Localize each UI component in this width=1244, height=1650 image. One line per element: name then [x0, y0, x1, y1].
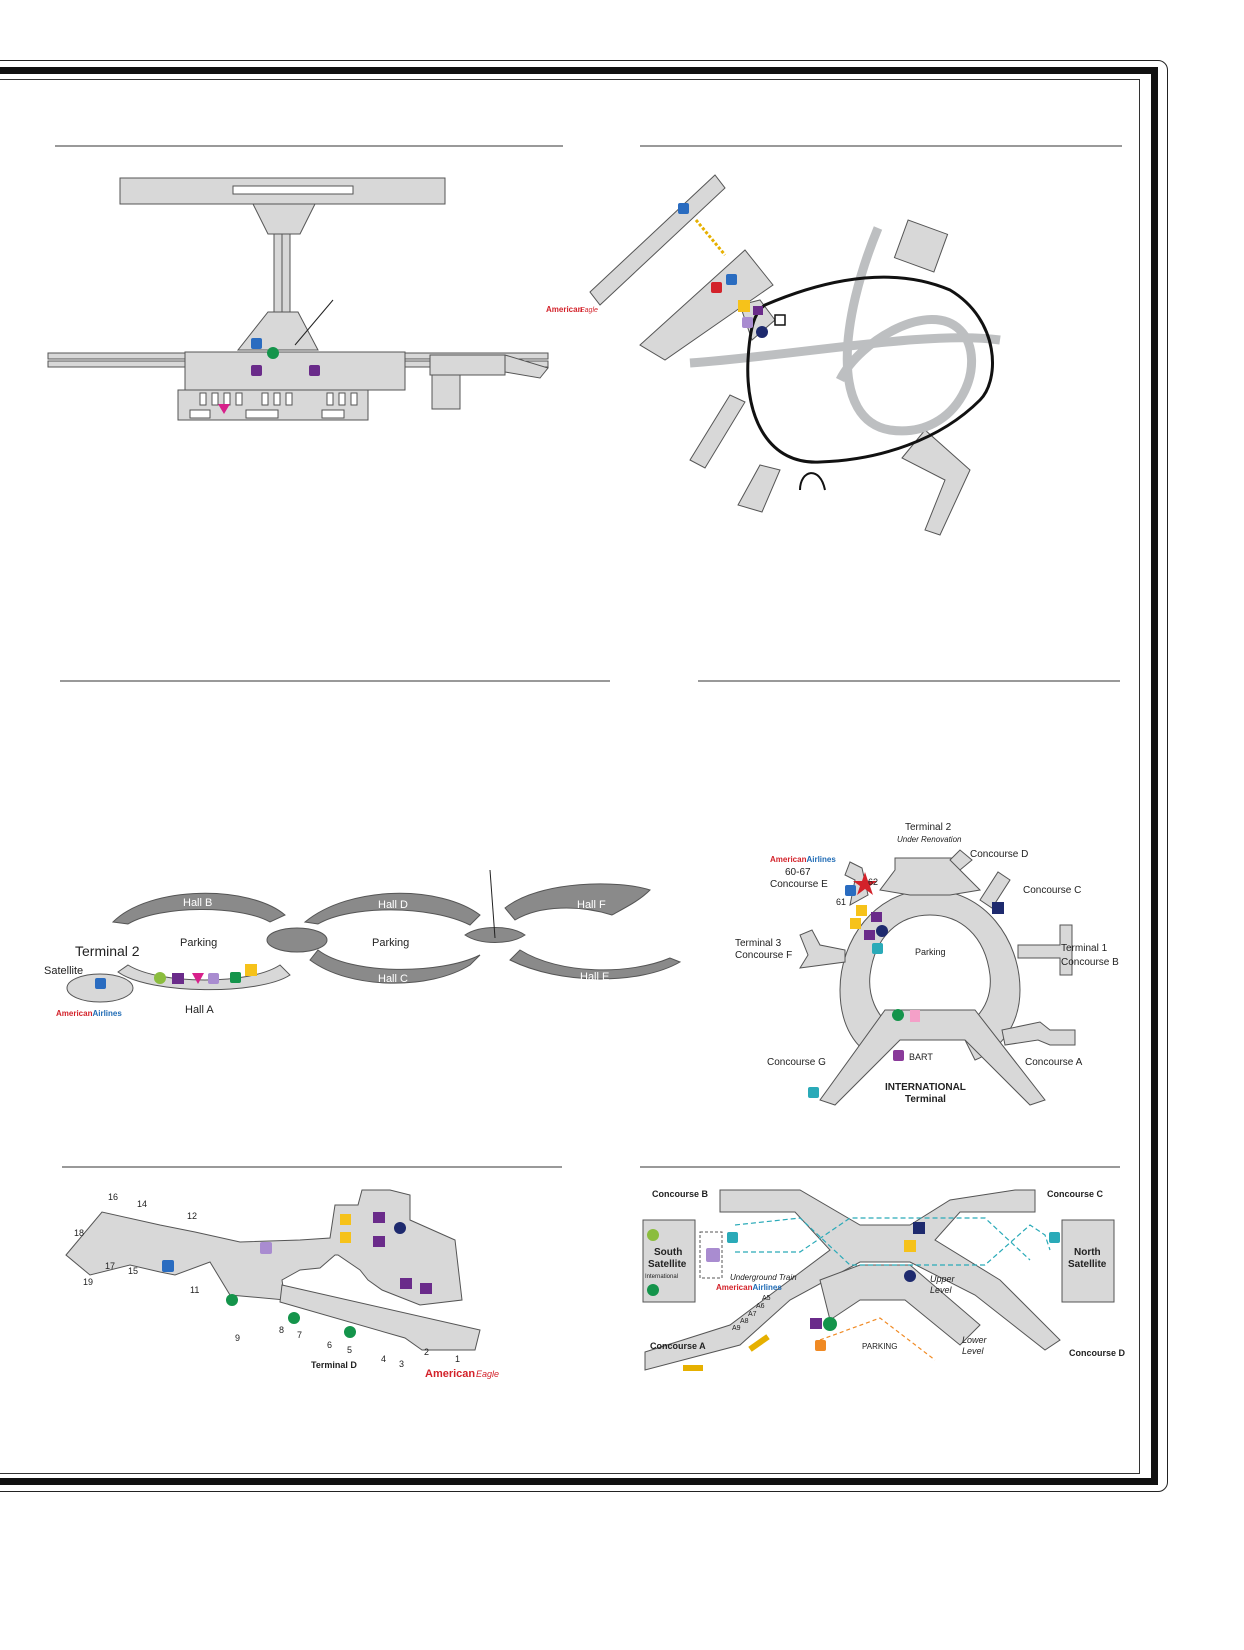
- walkway: [683, 1365, 703, 1371]
- parking-icon: [815, 1340, 826, 1351]
- checkin-icon: [876, 925, 888, 937]
- exit-icon: [309, 365, 320, 376]
- concourse-g-label: Concourse G: [767, 1057, 826, 1068]
- checkin-icon: [394, 1222, 406, 1234]
- restroom-icon: [845, 885, 856, 896]
- terminal-building: [48, 178, 548, 420]
- terminal-1-label: Terminal 1: [1061, 943, 1108, 954]
- checkin-square-icon: [992, 902, 1004, 914]
- gate-label: A5: [762, 1295, 771, 1302]
- hall-label: Hall F: [577, 899, 606, 911]
- terminal-label: Terminal D: [311, 1360, 357, 1370]
- south-satellite-label-2: Satellite: [648, 1259, 687, 1270]
- gate-label: 61: [836, 897, 847, 907]
- hall-label: Hall B: [183, 897, 213, 909]
- upper-level-label-2: Level: [930, 1285, 952, 1295]
- concourse-d-label: Concourse D: [970, 849, 1029, 860]
- baggage-icon: [400, 1278, 412, 1289]
- checkin-icon: [904, 1270, 916, 1282]
- ticketing-icon: [245, 964, 257, 976]
- bart-label: BART: [909, 1052, 933, 1062]
- concourse-d-label: Concourse D: [1069, 1348, 1126, 1358]
- exit-icon: [742, 317, 753, 328]
- baggage-icon: [420, 1283, 432, 1294]
- baggage-icon: [373, 1212, 385, 1223]
- terminal-2-note: Under Renovation: [897, 835, 962, 844]
- gate-label: 16: [108, 1192, 119, 1202]
- baggage-icon: [810, 1318, 822, 1329]
- info-icon: [910, 1010, 920, 1022]
- brand-label: American: [425, 1368, 476, 1380]
- train-icon: [808, 1087, 819, 1098]
- gate-label: 17: [105, 1261, 116, 1271]
- terminal-2-label: Terminal 2: [905, 822, 952, 833]
- south-satellite-label-3: International: [645, 1274, 679, 1280]
- dining-icon: [267, 347, 279, 359]
- baggage-icon: [871, 912, 882, 922]
- terminal-building: [645, 1190, 1060, 1370]
- parking-label: Parking: [180, 937, 218, 949]
- dining-icon: [647, 1284, 659, 1296]
- concourse-a-label: Concourse A: [650, 1341, 706, 1351]
- train-icon: [1049, 1232, 1060, 1243]
- gate-label: 5: [347, 1345, 353, 1355]
- baggage-icon: [172, 973, 184, 984]
- tram-icon: [230, 972, 241, 983]
- gate-label: 18: [74, 1228, 85, 1238]
- concourse-b-label: Concourse B: [1061, 957, 1119, 968]
- international-label-2: Terminal: [905, 1094, 946, 1105]
- restroom-icon: [95, 978, 106, 989]
- gate-label: 62: [868, 877, 879, 887]
- concourse-c-label: Concourse C: [1047, 1189, 1104, 1199]
- hall-label: Hall A: [185, 1004, 214, 1016]
- gate-label: 8: [279, 1325, 285, 1335]
- ticketing-icon: [850, 918, 861, 929]
- dining-icon: [288, 1312, 300, 1324]
- terminal-label: Terminal 2: [75, 943, 140, 959]
- gate-label: 1: [455, 1354, 461, 1364]
- gate-label: 9: [235, 1333, 241, 1343]
- lower-level-label: Lower: [962, 1335, 987, 1345]
- terminal-map-6: [630, 1155, 1130, 1395]
- north-satellite-label-2: Satellite: [1068, 1259, 1107, 1270]
- baggage-icon: [753, 306, 763, 315]
- baggage-icon: [864, 930, 875, 940]
- train-icon: [727, 1232, 738, 1243]
- brand-label: AmericanAirlines: [770, 855, 836, 864]
- dining-icon: [154, 972, 166, 984]
- gate-label: 19: [83, 1277, 94, 1287]
- parking-label: PARKING: [862, 1342, 898, 1351]
- concourse-e-label: Concourse E: [770, 879, 828, 890]
- terminal-3-label: Terminal 3: [735, 938, 782, 949]
- parking-ramp: [820, 1318, 935, 1360]
- hall-label: Hall E: [580, 971, 610, 983]
- dining-icon: [226, 1294, 238, 1306]
- ticketing-icon: [904, 1240, 916, 1252]
- lower-level-label-2: Level: [962, 1346, 984, 1356]
- walkway: [748, 1334, 769, 1352]
- brand-label: American: [546, 305, 583, 314]
- gate-label: A8: [740, 1318, 749, 1325]
- ticketing-icon: [856, 905, 867, 916]
- hall-label: Hall C: [378, 973, 408, 985]
- train-icon: [872, 943, 883, 954]
- gate-label: A9: [732, 1325, 741, 1332]
- restroom-icon: [726, 274, 737, 285]
- gate-label: A7: [748, 1311, 757, 1318]
- parking-block: [267, 928, 327, 952]
- gate-label: 6: [327, 1340, 333, 1350]
- terminal-map-5: [40, 1155, 580, 1395]
- gate-label: 3: [399, 1359, 405, 1369]
- upper-level-label: Upper: [930, 1274, 955, 1284]
- brand-label: AmericanAirlines: [56, 1009, 122, 1018]
- exit-icon: [260, 1242, 272, 1254]
- restroom-icon: [162, 1260, 174, 1272]
- food-icon: [711, 282, 722, 293]
- brand-script: Eagle: [580, 307, 598, 314]
- gate-range-label: 60-67: [785, 867, 811, 878]
- baggage-icon: [373, 1236, 385, 1247]
- terminal-map-2: [540, 130, 1130, 550]
- north-satellite-label: North: [1074, 1247, 1101, 1258]
- dining-icon: [892, 1009, 904, 1021]
- dining-icon: [344, 1326, 356, 1338]
- terminal-map-4: [690, 660, 1140, 1110]
- concourse-f-label: Concourse F: [735, 950, 793, 961]
- gate-label: 15: [128, 1266, 139, 1276]
- restroom-icon: [251, 338, 262, 349]
- ticketing-icon: [738, 300, 750, 312]
- terminal-3-pier: [800, 930, 845, 968]
- gate-label: 2: [424, 1347, 430, 1357]
- international-label: INTERNATIONAL: [885, 1082, 966, 1093]
- walkway: [696, 220, 725, 255]
- ticketing-icon: [340, 1214, 351, 1225]
- terminal-map-3: [0, 660, 700, 1040]
- station-icon: [775, 315, 785, 325]
- checkin-icon: [756, 326, 768, 338]
- bart-icon: [893, 1050, 904, 1061]
- underground-train-label: Underground Train: [730, 1273, 797, 1282]
- exit-icon: [251, 365, 262, 376]
- gate-label: A6: [756, 1303, 765, 1310]
- terminal-map-1: [0, 130, 580, 450]
- gate-label: 4: [381, 1354, 387, 1364]
- brand-label: AmericanAirlines: [716, 1283, 782, 1292]
- satellite-label: Satellite: [44, 965, 84, 977]
- gate-label: 14: [137, 1199, 148, 1209]
- concourse-a-label: Concourse A: [1025, 1057, 1083, 1068]
- concourse-b-label: Concourse B: [652, 1189, 709, 1199]
- dining-icon: [823, 1317, 837, 1331]
- parking-label: Parking: [372, 937, 410, 949]
- dining-icon: [647, 1229, 659, 1241]
- restroom-icon: [678, 203, 689, 214]
- checkin-square-icon: [913, 1222, 925, 1234]
- exit-icon: [706, 1248, 720, 1262]
- concourse-a-pier: [1002, 1022, 1075, 1045]
- gate-label: 12: [187, 1211, 198, 1221]
- gate-label: 11: [190, 1285, 200, 1295]
- brand-script: Eagle: [476, 1369, 500, 1379]
- hall-label: Hall D: [378, 899, 408, 911]
- gate-label: 7: [297, 1330, 303, 1340]
- exit-icon: [208, 973, 219, 984]
- hall-a: [118, 965, 290, 990]
- concourse-c-label: Concourse C: [1023, 885, 1082, 896]
- south-satellite-label: South: [654, 1247, 683, 1258]
- ticketing-icon: [340, 1232, 351, 1243]
- parking-label: Parking: [915, 947, 946, 957]
